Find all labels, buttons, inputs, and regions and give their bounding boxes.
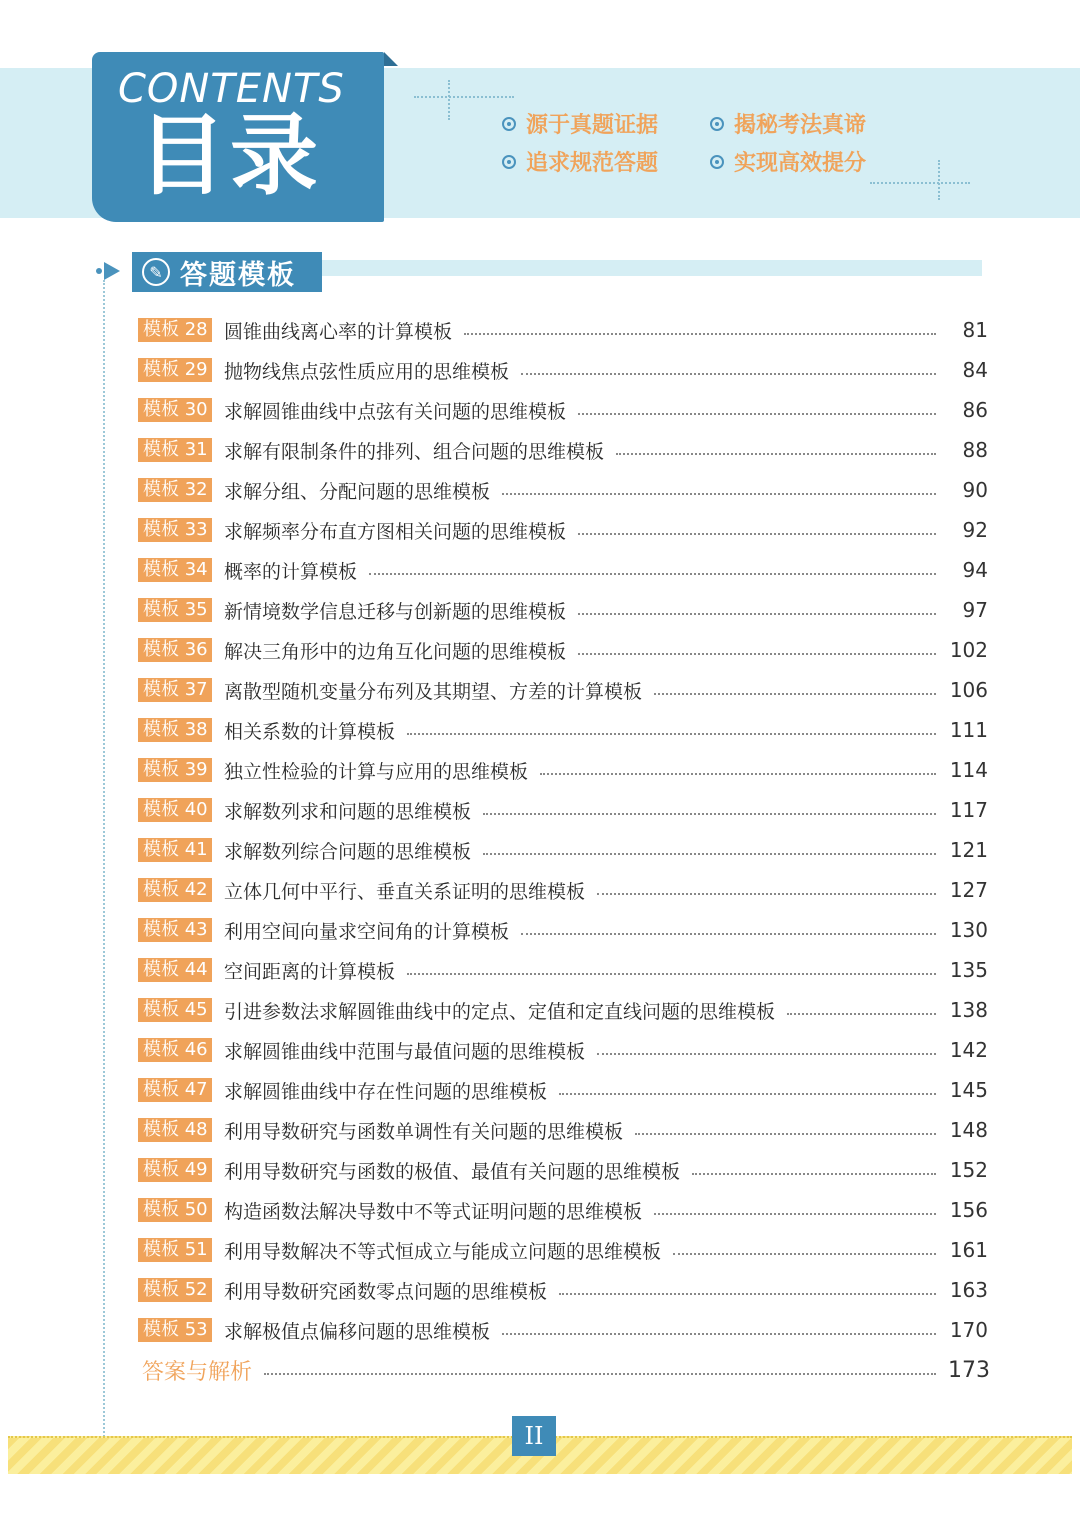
template-badge: 模板 33 xyxy=(138,518,212,542)
toc-entry-title: 引进参数法求解圆锥曲线中的定点、定值和定直线问题的思维模板 xyxy=(224,1000,776,1023)
toc-row[interactable] xyxy=(138,750,988,790)
template-badge: 模板 38 xyxy=(138,718,212,742)
toc-row[interactable] xyxy=(138,630,988,670)
template-badge: 模板 52 xyxy=(138,1278,212,1302)
toc-page-number: 121 xyxy=(949,838,988,862)
toc-entry-title: 新情境数学信息迁移与创新题的思维模板 xyxy=(224,600,567,623)
template-badge: 模板 34 xyxy=(138,558,212,582)
template-badge: 模板 37 xyxy=(138,678,212,702)
toc-entry-title: 抛物线焦点弦性质应用的思维模板 xyxy=(224,360,510,383)
toc-entry-title: 求解频率分布直方图相关问题的思维模板 xyxy=(224,520,567,543)
dot-leader xyxy=(502,493,936,495)
toc-page-number: 84 xyxy=(962,358,988,382)
target-bullet-icon xyxy=(710,117,724,131)
toc-entry-title: 利用导数解决不等式恒成立与能成立问题的思维模板 xyxy=(224,1240,662,1263)
toc-page-number: 152 xyxy=(949,1158,988,1182)
dot-leader xyxy=(597,893,936,895)
toc-list xyxy=(138,310,988,1390)
toc-page-number: 130 xyxy=(949,918,988,942)
toc-page-number: 163 xyxy=(949,1278,988,1302)
toc-row[interactable] xyxy=(138,1190,988,1230)
title-block xyxy=(92,52,384,222)
timeline-line xyxy=(103,280,105,1440)
toc-entry-title: 构造函数法解决导数中不等式证明问题的思维模板 xyxy=(224,1200,643,1223)
toc-entry-title: 离散型随机变量分布列及其期望、方差的计算模板 xyxy=(224,680,643,703)
target-bullet-icon xyxy=(502,117,516,131)
toc-entry-title: 利用空间向量求空间角的计算模板 xyxy=(224,920,510,943)
decor-dash xyxy=(938,160,940,200)
toc-page-number: 142 xyxy=(949,1038,988,1062)
toc-entry-title: 立体几何中平行、垂直关系证明的思维模板 xyxy=(224,880,586,903)
toc-page-number: 127 xyxy=(949,878,988,902)
toc-entry-title: 空间距离的计算模板 xyxy=(224,960,396,983)
answers-page-number: 173 xyxy=(948,1357,990,1383)
section-band xyxy=(322,260,982,276)
toc-row[interactable] xyxy=(138,350,988,390)
toc-row[interactable] xyxy=(138,910,988,950)
toc-row[interactable] xyxy=(138,430,988,470)
dot-leader xyxy=(521,373,936,375)
toc-row[interactable] xyxy=(138,990,988,1030)
template-badge: 模板 32 xyxy=(138,478,212,502)
contents-label: CONTENTS xyxy=(118,66,345,112)
template-badge: 模板 36 xyxy=(138,638,212,662)
template-badge: 模板 42 xyxy=(138,878,212,902)
tagline xyxy=(710,146,866,177)
toc-row[interactable] xyxy=(138,670,988,710)
toc-row[interactable] xyxy=(138,550,988,590)
toc-page-number: 97 xyxy=(962,598,988,622)
toc-row[interactable] xyxy=(138,1270,988,1310)
dot-leader xyxy=(264,1373,936,1375)
dot-leader xyxy=(483,813,936,815)
dot-leader xyxy=(540,773,936,775)
toc-page-number: 135 xyxy=(949,958,988,982)
tagline xyxy=(710,108,866,139)
toc-entry-title: 求解分组、分配问题的思维模板 xyxy=(224,480,491,503)
template-badge: 模板 29 xyxy=(138,358,212,382)
toc-page-number: 90 xyxy=(962,478,988,502)
toc-row[interactable] xyxy=(138,1030,988,1070)
toc-entry-title: 求解有限制条件的排列、组合问题的思维模板 xyxy=(224,440,605,463)
template-badge: 模板 39 xyxy=(138,758,212,782)
toc-page-number: 145 xyxy=(949,1078,988,1102)
tagline xyxy=(502,146,658,177)
template-badge: 模板 48 xyxy=(138,1118,212,1142)
toc-entry-title: 求解数列求和问题的思维模板 xyxy=(224,800,472,823)
toc-row[interactable] xyxy=(138,830,988,870)
template-badge: 模板 53 xyxy=(138,1318,212,1342)
dot-leader xyxy=(407,973,936,975)
toc-page-number: 111 xyxy=(949,718,988,742)
toc-page-number: 114 xyxy=(949,758,988,782)
toc-row[interactable] xyxy=(138,510,988,550)
tagline xyxy=(502,108,658,139)
toc-page-number: 92 xyxy=(962,518,988,542)
template-badge: 模板 35 xyxy=(138,598,212,622)
dot-leader xyxy=(483,853,936,855)
dot-leader xyxy=(559,1093,936,1095)
template-badge: 模板 40 xyxy=(138,798,212,822)
dot-leader xyxy=(616,453,936,455)
toc-row[interactable] xyxy=(138,390,988,430)
toc-row[interactable] xyxy=(138,1110,988,1150)
page-number: II xyxy=(512,1416,556,1456)
template-badge: 模板 28 xyxy=(138,318,212,342)
toc-page-number: 170 xyxy=(949,1318,988,1342)
toc-row[interactable] xyxy=(138,1070,988,1110)
dot-leader xyxy=(692,1173,936,1175)
dot-leader xyxy=(559,1293,936,1295)
toc-entry-title: 利用导数研究与函数单调性有关问题的思维模板 xyxy=(224,1120,624,1143)
toc-page-number: 88 xyxy=(962,438,988,462)
toc-page-number: 86 xyxy=(962,398,988,422)
toc-row[interactable] xyxy=(138,1310,988,1350)
toc-row[interactable] xyxy=(138,950,988,990)
toc-row[interactable] xyxy=(138,710,988,750)
template-badge: 模板 51 xyxy=(138,1238,212,1262)
target-bullet-icon xyxy=(710,155,724,169)
toc-page-number: 106 xyxy=(949,678,988,702)
pencil-icon: ✎ xyxy=(142,258,170,286)
toc-entry-title: 利用导数研究与函数的极值、最值有关问题的思维模板 xyxy=(224,1160,681,1183)
toc-entry-title: 求解圆锥曲线中范围与最值问题的思维模板 xyxy=(224,1040,586,1063)
template-badge: 模板 50 xyxy=(138,1198,212,1222)
dot-leader xyxy=(407,733,936,735)
dot-leader xyxy=(578,533,936,535)
toc-row[interactable] xyxy=(138,590,988,630)
toc-entry-title: 相关系数的计算模板 xyxy=(224,720,396,743)
toc-entry-title: 独立性检验的计算与应用的思维模板 xyxy=(224,760,529,783)
toc-page-number: 161 xyxy=(949,1238,988,1262)
decor-dash xyxy=(448,80,450,120)
dot-leader xyxy=(502,1333,936,1335)
section-header xyxy=(132,252,322,292)
toc-entry-title: 圆锥曲线离心率的计算模板 xyxy=(224,320,453,343)
toc-entry-title: 概率的计算模板 xyxy=(224,560,358,583)
toc-entry-title: 解决三角形中的边角互化问题的思维模板 xyxy=(224,640,567,663)
dot-leader xyxy=(578,613,936,615)
tagline-text: 源于真题证据 xyxy=(526,113,659,138)
template-badge: 模板 31 xyxy=(138,438,212,462)
toc-entry-title: 利用导数研究函数零点问题的思维模板 xyxy=(224,1280,548,1303)
dot-leader xyxy=(673,1253,936,1255)
template-badge: 模板 46 xyxy=(138,1038,212,1062)
toc-page-number: 117 xyxy=(949,798,988,822)
toc-page-number: 138 xyxy=(949,998,988,1022)
target-bullet-icon xyxy=(502,155,516,169)
corner-fold xyxy=(384,52,398,66)
dot-leader xyxy=(578,653,936,655)
section-title: 答题模板 xyxy=(180,259,296,291)
toc-row[interactable] xyxy=(138,310,988,350)
toc-page-number: 102 xyxy=(949,638,988,662)
dot-leader xyxy=(654,693,936,695)
dot-leader xyxy=(369,573,936,575)
dot-leader xyxy=(464,333,936,335)
decor-dash xyxy=(870,182,970,184)
toc-page-number: 81 xyxy=(962,318,988,342)
dot-leader xyxy=(597,1053,936,1055)
dot-leader xyxy=(654,1213,936,1215)
dot-leader xyxy=(635,1133,936,1135)
decor-dash xyxy=(414,96,514,98)
toc-row[interactable] xyxy=(138,870,988,910)
dot-leader xyxy=(578,413,936,415)
toc-page-number: 156 xyxy=(949,1198,988,1222)
arrow-dot xyxy=(96,268,102,274)
dot-leader xyxy=(521,933,936,935)
toc-entry-title: 求解圆锥曲线中点弦有关问题的思维模板 xyxy=(224,400,567,423)
arrow-right-icon xyxy=(104,262,120,280)
template-badge: 模板 41 xyxy=(138,838,212,862)
toc-row[interactable] xyxy=(138,1230,988,1270)
template-badge: 模板 30 xyxy=(138,398,212,422)
toc-entry-title: 求解数列综合问题的思维模板 xyxy=(224,840,472,863)
template-badge: 模板 43 xyxy=(138,918,212,942)
template-badge: 模板 45 xyxy=(138,998,212,1022)
tagline-text: 实现高效提分 xyxy=(734,151,867,176)
dot-leader xyxy=(787,1013,936,1015)
template-badge: 模板 44 xyxy=(138,958,212,982)
toc-row[interactable] xyxy=(138,790,988,830)
tagline-text: 揭秘考法真谛 xyxy=(734,113,867,138)
template-badge: 模板 49 xyxy=(138,1158,212,1182)
toc-entry-title: 求解圆锥曲线中存在性问题的思维模板 xyxy=(224,1080,548,1103)
toc-row[interactable] xyxy=(138,470,988,510)
toc-entry-title: 求解极值点偏移问题的思维模板 xyxy=(224,1320,491,1343)
toc-row[interactable] xyxy=(138,1150,988,1190)
template-badge: 模板 47 xyxy=(138,1078,212,1102)
toc-row-answers[interactable] xyxy=(138,1350,988,1390)
toc-page-number: 94 xyxy=(962,558,988,582)
tagline-text: 追求规范答题 xyxy=(526,151,659,176)
toc-page-number: 148 xyxy=(949,1118,988,1142)
answers-title: 答案与解析 xyxy=(142,1359,253,1385)
page-title: 目录 xyxy=(138,104,323,207)
